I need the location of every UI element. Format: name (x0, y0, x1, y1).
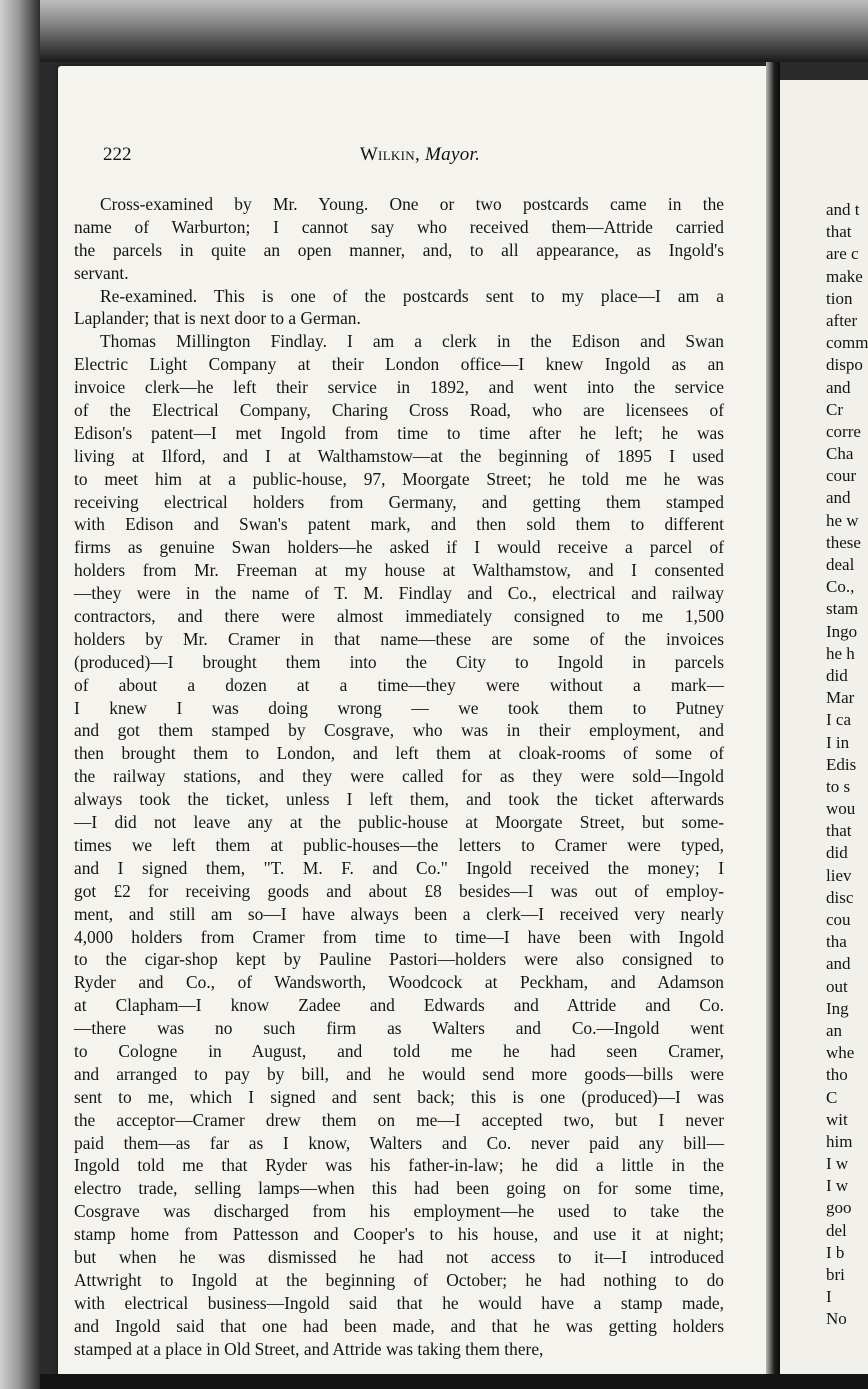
facing-page-line: I (826, 1287, 832, 1307)
facing-page-line: I in (826, 732, 850, 752)
text-line: holders from Mr. Freeman at my house at Walthamstow, and I consented (74, 560, 724, 581)
text-line: Attwright to Ingold at the beginning of October; he had nothing to do (74, 1269, 724, 1290)
facing-page-line: I ca (826, 710, 852, 730)
text-line: to the cigar-shop kept by Pauline Pastori—holders were also consigned to (74, 949, 724, 970)
facing-page-line: del (826, 1220, 847, 1240)
text-line: I knew I was doing wrong — we took them to Putney (74, 697, 724, 718)
facing-page-line: bri (826, 1265, 845, 1284)
facing-page-line: wit (826, 1109, 848, 1129)
facing-page-line: out (826, 976, 848, 996)
text-line: electro trade, selling lamps—when this had been going on for some time, (74, 1178, 724, 1199)
facing-page-line: tha (826, 932, 847, 952)
facing-page-line: are c (826, 244, 859, 264)
text-line: the parcels in quite an open manner, and, to all appearance, as Ingold's (74, 239, 724, 260)
facing-page-line: an (826, 1020, 843, 1040)
facing-page-line: I w (826, 1176, 849, 1196)
facing-page-line: Edis (826, 754, 857, 774)
text-line: Ryder and Co., of Wandsworth, Woodcock at Peckham, and Adamson (74, 972, 724, 993)
scan-background-top (0, 0, 868, 62)
facing-page-line: I w (826, 1154, 849, 1174)
text-line: holders by Mr. Cramer in that name—these are some of the invoices (74, 628, 724, 649)
text-line: sent to me, which I signed and sent back; this is one (produced)—I was (74, 1086, 724, 1107)
text-line: —there was no such firm as Walters and Co.—Ingold went (74, 1018, 724, 1039)
facing-page-line: stam (826, 599, 859, 619)
text-line: at Clapham—I know Zadee and Edwards and Attride and Co. (74, 995, 724, 1016)
text-line: 4,000 holders from Cramer from time to time—I have been with Ingold (74, 926, 724, 947)
facing-page-line: did (826, 665, 848, 685)
facing-page-line: deal (826, 555, 855, 574)
text-line: Electric Light Company at their London office—I knew Ingold as an (74, 354, 724, 375)
text-line: and Ingold said that one had been made, and that he was getting holders (74, 1315, 724, 1336)
text-line: (produced)—I brought them into the City to Ingold in parcels (74, 651, 724, 672)
text-line: servant. (74, 262, 129, 283)
text-line: stamped at a place in Old Street, and Attride was taking them there, (74, 1338, 544, 1359)
facing-page-line: Cha (826, 444, 854, 464)
facing-page-line: corre (826, 421, 861, 441)
facing-page-line: Co., (826, 577, 855, 597)
text-line: invoice clerk—he left their service in 1892, and went into the service (74, 377, 724, 398)
scan-background-left (0, 0, 40, 1389)
text-line: times we left them at public-houses—the letters to Cramer were typed, (74, 834, 724, 855)
text-line: to Cologne in August, and told me he had seen Cramer, (74, 1040, 724, 1061)
text-line: contractors, and there were almost immediately consigned to me 1,500 (74, 606, 724, 627)
facing-page-line: Ingo (826, 621, 858, 641)
facing-page-line: and t (826, 200, 860, 219)
facing-page-line: tion (826, 288, 853, 308)
facing-page-line: dispo (826, 355, 863, 375)
text-line: firms as genuine Swan holders—he asked if I would receive a parcel of (74, 537, 724, 558)
text-line: got £2 for receiving goods and about £8 besides—I was out of employ- (74, 880, 724, 901)
facing-page-line: and (826, 377, 851, 397)
text-line: but when he was dismissed he had not access to it—I introduced (74, 1246, 724, 1267)
facing-page-line: liev (826, 865, 852, 885)
facing-page-line: and (826, 488, 851, 508)
running-title-role: Mayor. (425, 144, 481, 165)
text-line: name of Warburton; I cannot say who received them—Attride carried (74, 216, 724, 237)
facing-page-line: wou (826, 799, 856, 819)
text-line: the railway stations, and they were called for as they were sold—Ingold (74, 766, 724, 787)
text-line: —I did not leave any at the public-house at Moorgate Street, but some- (74, 812, 724, 833)
facing-page-line: he h (826, 643, 855, 663)
facing-page-line: tho (826, 1065, 848, 1085)
page-number: 222 (103, 144, 132, 165)
text-line: Laplander; that is next door to a German. (74, 308, 361, 329)
facing-page-line: cou (826, 910, 851, 929)
facing-page-line: make (826, 266, 863, 286)
facing-page-line: he w (826, 510, 859, 530)
text-line: paid them—as far as I know, Walters and Co. never paid any bill— (74, 1132, 724, 1153)
facing-page-line: C (826, 1087, 838, 1107)
text-line: Ingold told me that Ryder was his father-in-law; he did a little in the (74, 1155, 724, 1176)
scan-background-bottom (40, 1374, 868, 1389)
text-line: ment, and still am so—I have always been a clerk—I received very nearly (74, 903, 724, 924)
facing-page-line: cour (826, 466, 857, 486)
text-line: —they were in the name of T. M. Findlay and Co., electrical and railway (74, 583, 724, 604)
body-text (74, 193, 724, 1360)
text-line: Thomas Millington Findlay. I am a clerk in the Edison and Swan (100, 331, 724, 352)
text-line: living at Ilford, and I at Walthamstow—at the beginning of 1895 I used (74, 445, 724, 466)
facing-page-line: Mar (826, 688, 855, 708)
text-line: stamp home from Pattesson and Cooper's to his house, and use it at night; (74, 1224, 724, 1245)
text-line: with electrical business—Ingold said that he would have a stamp made, (74, 1292, 724, 1313)
text-line: Re-examined. This is one of the postcards sent to my place—I am a (100, 285, 724, 306)
text-line: to meet him at a public-house, 97, Moorgate Street; he told me he was (74, 468, 724, 489)
text-line: Cross-examined by Mr. Young. One or two postcards came in the (100, 194, 724, 214)
facing-page-line: Ing (826, 998, 849, 1018)
text-line: and I signed them, "T. M. F. and Co." Ingold received the money; I (74, 857, 724, 878)
text-line: the acceptor—Cramer drew them on me—I accepted two, but I never (74, 1109, 724, 1130)
facing-page-line: comm (826, 333, 868, 353)
running-title (100, 144, 740, 166)
facing-page-line: that (826, 222, 852, 242)
facing-page-line: that (826, 821, 852, 841)
text-line: always took the ticket, unless I left them, and took the ticket afterwards (74, 789, 724, 810)
facing-page-fragment (826, 199, 868, 1331)
running-head (100, 144, 740, 172)
facing-page-line: these (826, 532, 861, 552)
text-line: with Edison and Swan's patent mark, and then sold them to different (74, 514, 724, 535)
text-line: and got them stamped by Cosgrave, who was in their employment, and (74, 720, 724, 741)
facing-page-line: Cr (826, 399, 843, 419)
facing-page-line: whe (826, 1043, 855, 1063)
facing-page-line: disc (826, 887, 854, 907)
facing-page-line: I b (826, 1242, 845, 1262)
text-line: of the Electrical Company, Charing Cross Road, who are licensees of (74, 400, 724, 421)
text-line: Cosgrave was discharged from his employment—he used to take the (74, 1201, 724, 1222)
facing-page-line: after (826, 310, 858, 330)
facing-page-line: to s (826, 776, 851, 796)
facing-page-line: No (826, 1309, 847, 1329)
running-title-separator: , (414, 144, 426, 165)
facing-page-line: and (826, 954, 851, 974)
text-line: of about a dozen at a time—they were without a mark— (74, 674, 724, 695)
facing-page-line: did (826, 843, 848, 863)
book-gutter (766, 62, 780, 1389)
text-line: and arranged to pay by bill, and he would send more goods—bills were (74, 1063, 724, 1084)
facing-page-line: him (826, 1131, 853, 1151)
text-line: receiving electrical holders from Germany, and getting them stamped (74, 491, 724, 512)
facing-page-line: goo (826, 1198, 852, 1218)
text-line: then brought them to London, and left them at cloak-rooms of some of (74, 743, 724, 764)
text-line: Edison's patent—I met Ingold from time to time after he left; he was (74, 422, 724, 443)
running-title-name: Wilkin (359, 144, 415, 165)
